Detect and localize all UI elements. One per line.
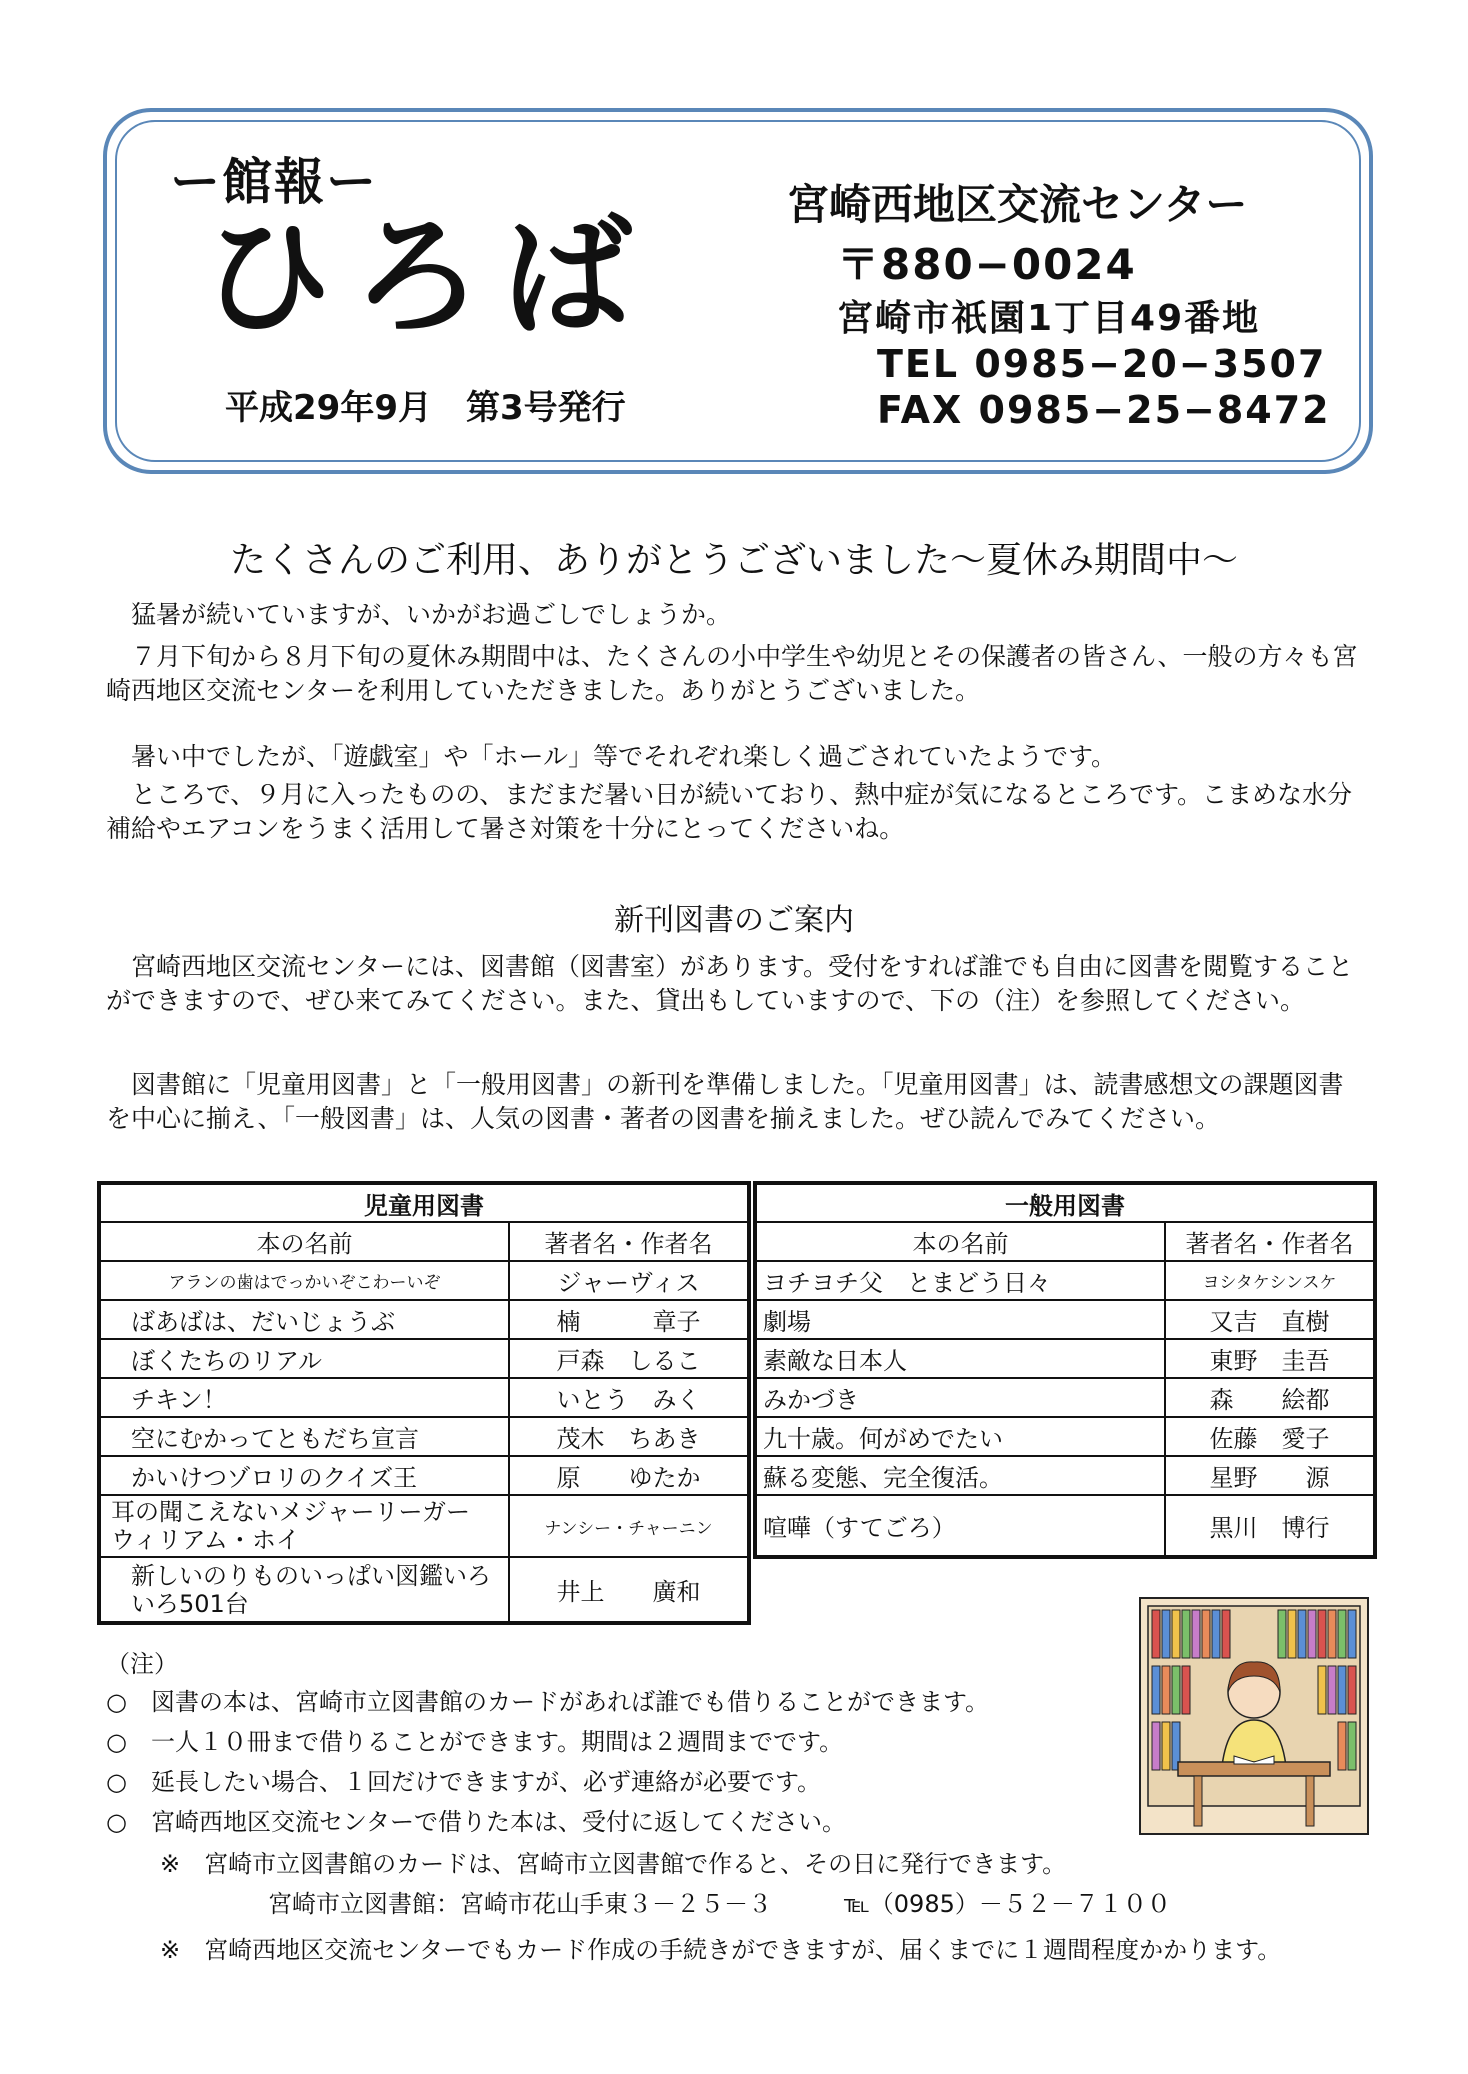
book-title: 九十歳。何がめでたい [755,1417,1165,1456]
organization-name: 宮崎西地区交流センター [787,180,1248,229]
book-author: 黒川 博行 [1165,1495,1375,1557]
table-row [99,1378,749,1417]
book-author: 佐藤 愛子 [1165,1417,1375,1456]
children-books-table [97,1181,751,1625]
remark: ※ 宮崎市立図書館のカードは、宮崎市立図書館で作ると、その日に発行できます。 [160,1850,1067,1878]
note-item: ○ 宮崎西地区交流センターで借りた本は、受付に返してください。 [106,1808,846,1836]
intro-paragraph: 宮崎西地区交流センターには、図書館（図書室）があります。受付をすれば誰でも自由に図書を閲覧することができますので、ぜひ来てみてください。また、貸出もしていますので、下の（注）を参照してください。 [106,952,1354,1015]
table-row [99,1300,749,1339]
tel-number: TEL 0985−20−3507 [877,342,1327,386]
table-row [755,1456,1375,1495]
book-author: ジャーヴィス [509,1261,749,1300]
intro-paragraph: 図書館に「児童用図書」と「一般用図書」の新刊を準備しました。「児童用図書」は、読書感想文の課題図書を中心に揃え、「一般図書」は、人気の図書・著者の図書を揃えました。ぜひ読んでみてください。 [106,1070,1344,1133]
note-item: ○ 一人１０冊まで借りることができます。期間は２週間までです。 [106,1728,844,1756]
book-author: いとう みく [509,1378,749,1417]
article-paragraph: ７月下旬から８月下旬の夏休み期間中は、たくさんの小中学生や幼児とその保護者の皆さん、一般の方々も宮崎西地区交流センターを利用していただきました。ありがとうございました。 [106,642,1358,705]
article-headline: たくさんのご利用、ありがとうございました～夏休み期間中～ [229,540,1238,581]
book-title: みかづき [755,1378,1165,1417]
book-title: かいけつゾロリのクイズ王 [99,1456,509,1495]
column-header-author: 著者名・作者名 [509,1222,749,1261]
article-paragraph: 暑い中でしたが、「遊戯室」や「ホール」等でそれぞれ楽しく過ごされていたようです。 [106,742,1117,771]
table-row [755,1261,1375,1300]
table-caption: 児童用図書 [99,1183,749,1222]
section-title: 新刊図書のご案内 [614,903,854,938]
column-header-author: 著者名・作者名 [1165,1222,1375,1261]
table-row [755,1495,1375,1557]
fax-number: FAX 0985−25−8472 [877,388,1331,432]
book-title: 素敵な日本人 [755,1339,1165,1378]
table-row [99,1417,749,1456]
book-author: 星野 源 [1165,1456,1375,1495]
book-title: 喧嘩（すてごろ） [755,1495,1165,1557]
book-title: アランの歯はでっかいぞこわーいぞ [99,1261,509,1300]
table-row [755,1300,1375,1339]
masthead-box [103,108,1373,474]
book-title: ヨチヨチ父 とまどう日々 [755,1261,1165,1300]
postal-code: 〒880−0024 [837,240,1137,289]
general-books-table [753,1181,1377,1559]
book-author: ヨシタケシンスケ [1165,1261,1375,1300]
table-row [99,1456,749,1495]
book-title: ぼくたちのリアル [99,1339,509,1378]
table-row [99,1261,749,1300]
book-author: 茂木 ちあき [509,1417,749,1456]
book-title: チキン！ [99,1378,509,1417]
book-title: ばあばは、だいじょうぶ [99,1300,509,1339]
girl-reading-in-library-icon [1138,1596,1370,1836]
table-row [99,1339,749,1378]
library-info: 宮崎市立図書館：宮崎市花山手東３－２５－３ ℡（0985）－５２－７１００ [268,1890,1171,1918]
remark: ※ 宮崎西地区交流センターでもカード作成の手続きができますが、届くまでに１週間程度かかります。 [160,1936,1282,1964]
table-row [755,1378,1375,1417]
book-author: 楠 章子 [509,1300,749,1339]
column-header-title: 本の名前 [99,1222,509,1261]
newsletter-title: ひろば [202,201,653,353]
table-row [99,1557,749,1623]
issue-date: 平成29年9月 第3号発行 [225,388,626,428]
note-item: ○ 延長したい場合、１回だけできますが、必ず連絡が必要です。 [106,1768,822,1796]
column-header-title: 本の名前 [755,1222,1165,1261]
book-title: 空にむかってともだち宣言 [99,1417,509,1456]
book-author: ナンシー・チャーニン [509,1495,749,1557]
table-row [99,1495,749,1557]
table-row [755,1417,1375,1456]
book-author: 戸森 しるこ [509,1339,749,1378]
notes-label: （注） [106,1650,178,1678]
book-author: 森 絵都 [1165,1378,1375,1417]
book-title: 蘇る変態、完全復活。 [755,1456,1165,1495]
book-title: 耳の聞こえないメジャーリーガー ウィリアム・ホイ [99,1495,509,1557]
table-caption: 一般用図書 [755,1183,1375,1222]
book-author: 原 ゆたか [509,1456,749,1495]
book-author: 井上 廣和 [509,1557,749,1623]
article-paragraph: 猛暑が続いていますが、いかがお過ごしでしょうか。 [106,600,732,629]
article-paragraph: ところで、９月に入ったものの、まだまだ暑い日が続いており、熱中症が気になるところです。こまめな水分補給やエアコンをうまく活用して暑さ対策を十分にとってくださいね。 [106,780,1353,843]
note-item: ○ 図書の本は、宮崎市立図書館のカードがあれば誰でも借りることができます。 [106,1688,990,1716]
book-author: 東野 圭吾 [1165,1339,1375,1378]
address: 宮崎市祇園1丁目49番地 [837,298,1261,339]
newsletter-label: ー館報ー [170,153,378,211]
book-title: 劇場 [755,1300,1165,1339]
book-title: 新しいのりものいっぱい図鑑いろいろ501台 [99,1557,509,1623]
table-row [755,1339,1375,1378]
book-author: 又吉 直樹 [1165,1300,1375,1339]
